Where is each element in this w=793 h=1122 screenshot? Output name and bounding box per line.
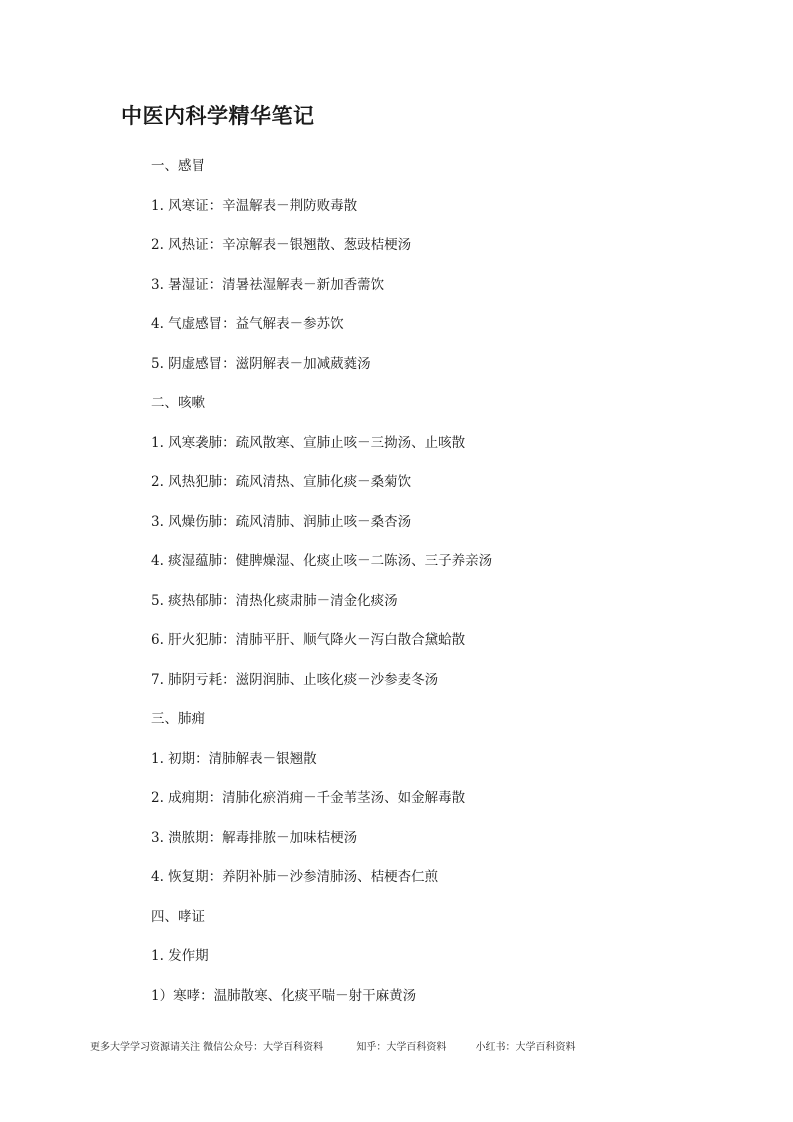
list-item: 1. 初期：清肺解表－银翘散 [151,750,317,767]
list-item: 1. 发作期 [151,948,209,964]
list-item: 1. 风寒证：辛温解表－荆防败毒散 [151,197,358,214]
footer-zhihu-text: 知乎：大学百科资料 [356,1042,447,1053]
list-item: 4. 气虚感冒：益气解表－参苏饮 [151,316,344,332]
footer-xiaohongshu-text: 小红书：大学百科资料 [475,1042,576,1053]
list-item: 4. 痰湿蕴肺：健脾燥湿、化痰止咳－二陈汤、三子养亲汤 [151,553,493,569]
list-item: 3. 溃脓期：解毒排脓－加味桔梗汤 [151,829,358,846]
list-item: 5. 痰热郁肺：清热化痰肃肺－清金化痰汤 [151,592,398,609]
list-item: 1）寒哮：温肺散寒、化痰平喘－射干麻黄汤 [151,987,417,1004]
list-item: 4. 恢复期：养阴补肺－沙参清肺汤、桔梗杏仁煎 [151,869,439,885]
section-heading-lung-abscess: 三、肺痈 [151,711,205,727]
list-item: 1. 风寒袭肺：疏风散寒、宣肺止咳－三拗汤、止咳散 [151,434,466,451]
section-heading-cold: 一、感冒 [151,158,205,174]
list-item: 3. 暑湿证：清暑祛湿解表－新加香薷饮 [151,276,385,293]
list-item: 2. 风热犯肺：疏风清热、宣肺化痰－桑菊饮 [151,474,412,490]
section-heading-cough: 二、咳嗽 [151,395,205,411]
list-item: 7. 肺阴亏耗：滋阴润肺、止咳化痰－沙参麦冬汤 [151,671,439,688]
list-item: 5. 阴虚感冒：滋阴解表－加减葳蕤汤 [151,355,371,372]
footer-wechat-text: 更多大学学习资源请关注 微信公众号：大学百科资料 [90,1042,324,1053]
page-title: 中医内科学精华笔记 [121,104,315,128]
page-footer [90,1040,576,1056]
list-item: 2. 风热证：辛凉解表－银翘散、葱豉桔梗汤 [151,237,412,253]
list-item: 2. 成痈期：清肺化瘀消痈－千金苇茎汤、如金解毒散 [151,790,466,806]
section-heading-asthma: 四、哮证 [151,908,205,925]
list-item: 3. 风燥伤肺：疏风清肺、润肺止咳－桑杏汤 [151,513,412,530]
list-item: 6. 肝火犯肺：清肺平肝、顺气降火－泻白散合黛蛤散 [151,632,466,648]
notes-body [151,151,751,1020]
